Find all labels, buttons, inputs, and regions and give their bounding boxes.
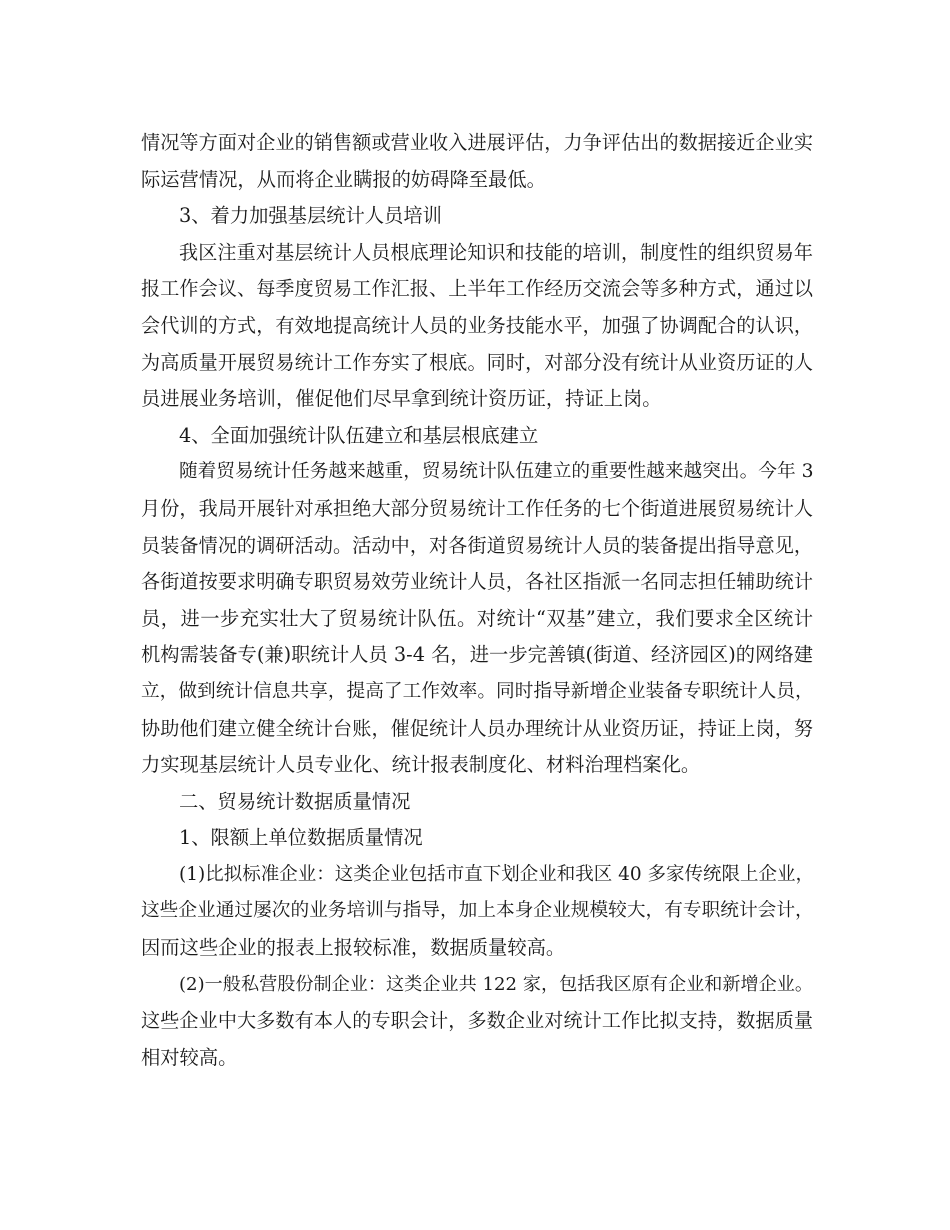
text-line: 4、全面加强统计队伍建立和基层根底建立 bbox=[179, 423, 539, 447]
text-line: 力实现基层统计人员专业化、统计报表制度化、材料治理档案化。 bbox=[141, 753, 701, 777]
text-line: 协助他们建立健全统计台账，催促统计人员办理统计从业资历证，持证上岗，努 bbox=[141, 716, 813, 740]
text-line: 为高质量开展贸易统计工作夯实了根底。同时，对部分没有统计从业资历证的人 bbox=[141, 350, 813, 374]
text-line: 3、着力加强基层统计人员培训 bbox=[179, 204, 442, 228]
text-line: 报工作会议、每季度贸易工作汇报、上半年工作经历交流会等多种方式，通过以 bbox=[141, 277, 813, 301]
text-line: 相对较高。 bbox=[141, 1045, 238, 1069]
text-line: 我区注重对基层统计人员根底理论知识和技能的培训，制度性的组织贸易年 bbox=[179, 240, 813, 264]
text-line: 员进展业务培训，催促他们尽早拿到统计资历证，持证上岗。 bbox=[141, 387, 662, 411]
text-line: 月份，我局开展针对承担绝大部分贸易统计工作任务的七个街道进展贸易统计人 bbox=[141, 496, 813, 520]
text-line: 这些企业中大多数有本人的专职会计，多数企业对统计工作比拟支持，数据质量 bbox=[141, 1009, 813, 1033]
document-body bbox=[141, 125, 813, 1076]
text-line: 际运营情况，从而将企业瞒报的妨碍降至最低。 bbox=[141, 167, 546, 191]
text-line: (1)比拟标准企业：这类企业包括市直下划企业和我区 40 多家传统限上企业， bbox=[179, 863, 815, 885]
text-line: 员，进一步充实壮大了贸易统计队伍。对统计“双基”建立，我们要求全区统计 bbox=[141, 606, 813, 630]
text-line: 立，做到统计信息共享，提高了工作效率。同时指导新增企业装备专职统计人员， bbox=[141, 680, 814, 702]
text-line: 这些企业通过屡次的业务培训与指导，加上本身企业规模较大，有专职统计会计， bbox=[141, 900, 814, 922]
text-line: (2)一般私营股份制企业：这类企业共 122 家，包括我区原有企业和新增企业。 bbox=[179, 973, 813, 995]
text-line: 机构需装备专(兼)职统计人员 3-4 名，进一步完善镇(街道、经济园区)的网络建 bbox=[141, 643, 813, 667]
text-line: 员装备情况的调研活动。活动中，对各街道贸易统计人员的装备提出指导意见， bbox=[141, 533, 813, 557]
text-line: 情况等方面对企业的销售额或营业收入进展评估，力争评估出的数据接近企业实 bbox=[141, 131, 813, 154]
text-line: 二、贸易统计数据质量情况 bbox=[179, 789, 411, 813]
text-line: 会代训的方式，有效地提高统计人员的业务技能水平，加强了协调配合的认识， bbox=[141, 313, 813, 337]
text-line: 1、限额上单位数据质量情况 bbox=[179, 826, 423, 850]
text-line: 因而这些企业的报表上报较标准，数据质量较高。 bbox=[141, 936, 566, 960]
text-line: 随着贸易统计任务越来越重，贸易统计队伍建立的重要性越来越突出。今年 3 bbox=[179, 461, 814, 483]
text-line: 各街道按要求明确专职贸易效劳业统计人员，各社区指派一名同志担任辅助统计 bbox=[141, 570, 813, 594]
